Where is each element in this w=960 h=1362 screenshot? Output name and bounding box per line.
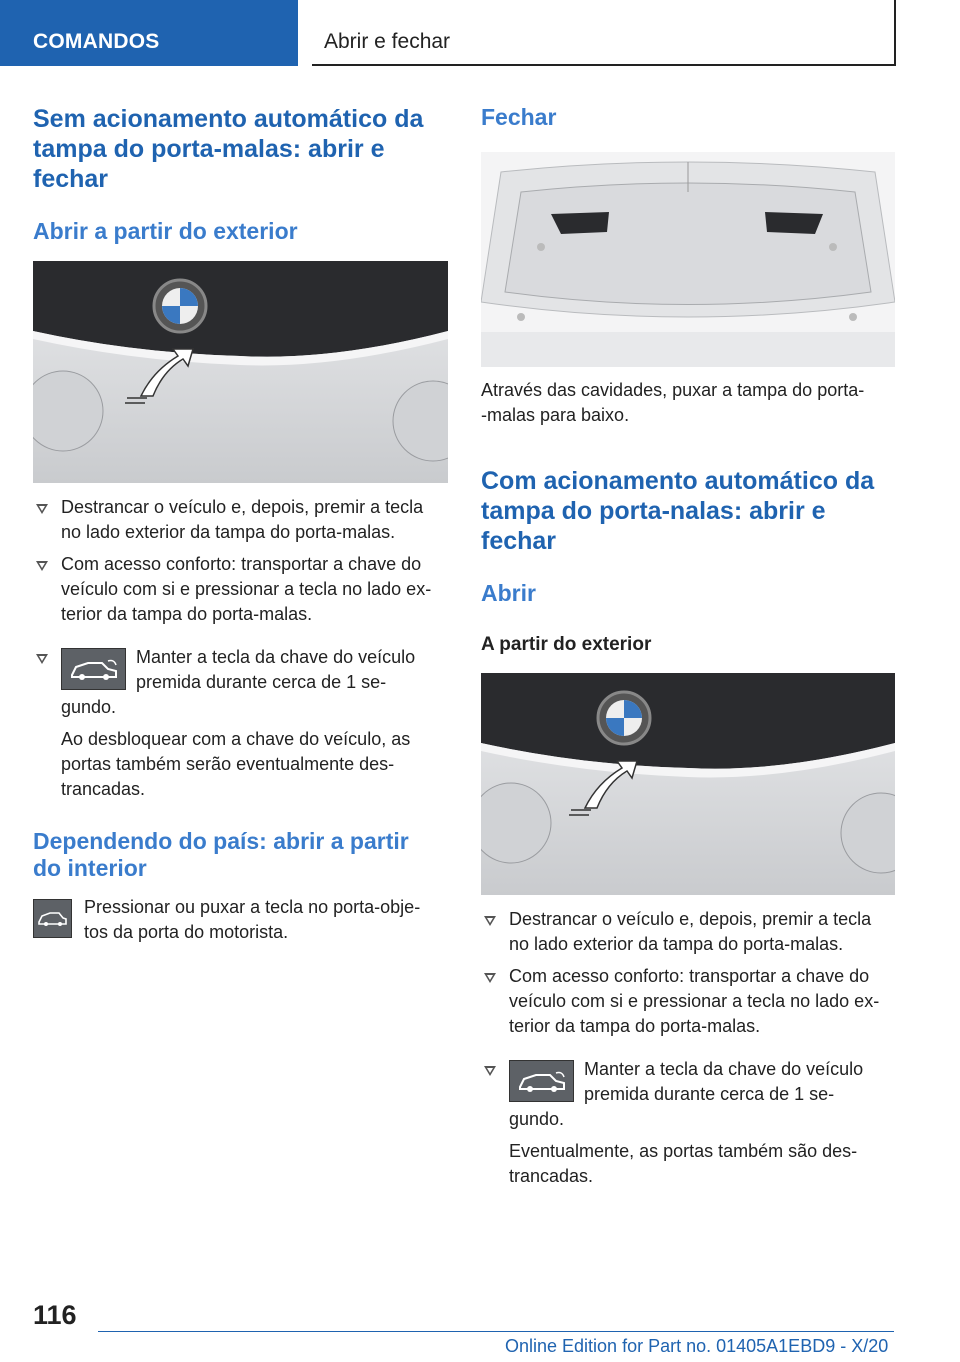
list-item-line: terior da tampa do porta-malas. (61, 604, 313, 624)
heading-line: do interior (33, 855, 147, 881)
list-item (509, 964, 879, 1039)
section-title: COMANDOS (33, 30, 160, 53)
topic-title: Abrir e fechar (324, 30, 451, 53)
interior-instruction (84, 895, 420, 945)
list-item-line: Manter a tecla da chave do veículo (136, 647, 416, 667)
heading-line: tampa do porta-malas: abrir e (33, 135, 385, 163)
footer-divider (98, 1331, 894, 1332)
bullet-triangle-icon (36, 504, 48, 514)
list-item (584, 1057, 863, 1107)
bullet-triangle-icon (36, 561, 48, 571)
heading-line: Com acionamento automático da (481, 467, 875, 495)
list-item (136, 645, 415, 695)
bullet-triangle-icon (484, 973, 496, 983)
note-line: trancadas. (61, 779, 146, 799)
list-item-line: veículo com si e pressionar a tecla no lado ex- (61, 579, 432, 599)
text-line: -malas para baixo. (481, 405, 630, 425)
heading-line: tampa do porta-nalas: abrir e (481, 497, 826, 525)
list-item-line: premida durante cerca de 1 se- (584, 1084, 835, 1104)
list-item-continuation: gundo. (61, 697, 117, 717)
heading-auto-tailgate (481, 466, 874, 556)
heading-line: fechar (33, 165, 109, 193)
note-line: Eventualmente, as portas também são des- (509, 1141, 858, 1161)
list-item-note (509, 1139, 857, 1189)
list-item-line: Manter a tecla da chave do veículo (584, 1059, 864, 1079)
text-line: tos da porta do motorista. (84, 922, 289, 942)
tailgate-button-photo (33, 261, 448, 483)
heading-open: Abrir (481, 580, 536, 606)
section-tab (0, 0, 298, 66)
edition-text: Online Edition for Part no. 01405A1EBD9 - X/20 (505, 1336, 889, 1356)
list-item-line: veículo com si e pressionar a tecla no lado ex- (509, 991, 880, 1011)
list-item-line: Destrancar o veículo e, depois, premir a tecla (61, 497, 424, 517)
list-item (61, 552, 431, 627)
bullet-triangle-icon (36, 654, 48, 664)
topic-header (312, 0, 896, 66)
note-line: Ao desbloquear com a chave do veículo, as (61, 729, 411, 749)
heading-line: fechar (481, 527, 557, 555)
close-instruction (481, 378, 864, 428)
note-line: trancadas. (509, 1166, 594, 1186)
list-item-line: Com acesso conforto: transportar a chave do (61, 554, 422, 574)
list-item-line: Com acesso conforto: transportar a chave do (509, 966, 870, 986)
list-item-line: no lado exterior da tampa do porta-malas. (61, 522, 396, 542)
bullet-triangle-icon (484, 916, 496, 926)
tailgate-button-photo (481, 673, 895, 895)
list-item-line: terior da tampa do porta-malas. (509, 1016, 761, 1036)
list-item-note (61, 727, 410, 802)
page-number: 116 (33, 1300, 77, 1330)
list-item (61, 495, 423, 545)
text-line: Pressionar ou puxar a tecla no porta-obje- (84, 897, 421, 917)
subheading-from-exterior: A partir do exterior (481, 634, 652, 655)
heading-line: Sem acionamento automático da (33, 105, 424, 133)
list-item-line: no lado exterior da tampa do porta-malas. (509, 934, 844, 954)
trunk-button-icon (33, 899, 72, 938)
bullet-triangle-icon (484, 1066, 496, 1076)
car-trunk-key-icon (509, 1060, 574, 1102)
heading-line: Dependendo do país: abrir a partir (33, 828, 409, 854)
tailgate-interior-photo (481, 152, 895, 367)
list-item-line: Destrancar o veículo e, depois, premir a tecla (509, 909, 872, 929)
car-trunk-key-icon (61, 648, 126, 690)
list-item (509, 907, 871, 957)
heading-open-exterior: Abrir a partir do exterior (33, 218, 298, 244)
heading-close: Fechar (481, 104, 557, 130)
heading-open-interior (33, 828, 409, 882)
list-item-continuation: gundo. (509, 1109, 565, 1129)
heading-no-auto-tailgate (33, 104, 423, 194)
text-line: Através das cavidades, puxar a tampa do porta- (481, 380, 865, 400)
note-line: portas também serão eventualmente des- (61, 754, 395, 774)
list-item-line: premida durante cerca de 1 se- (136, 672, 387, 692)
